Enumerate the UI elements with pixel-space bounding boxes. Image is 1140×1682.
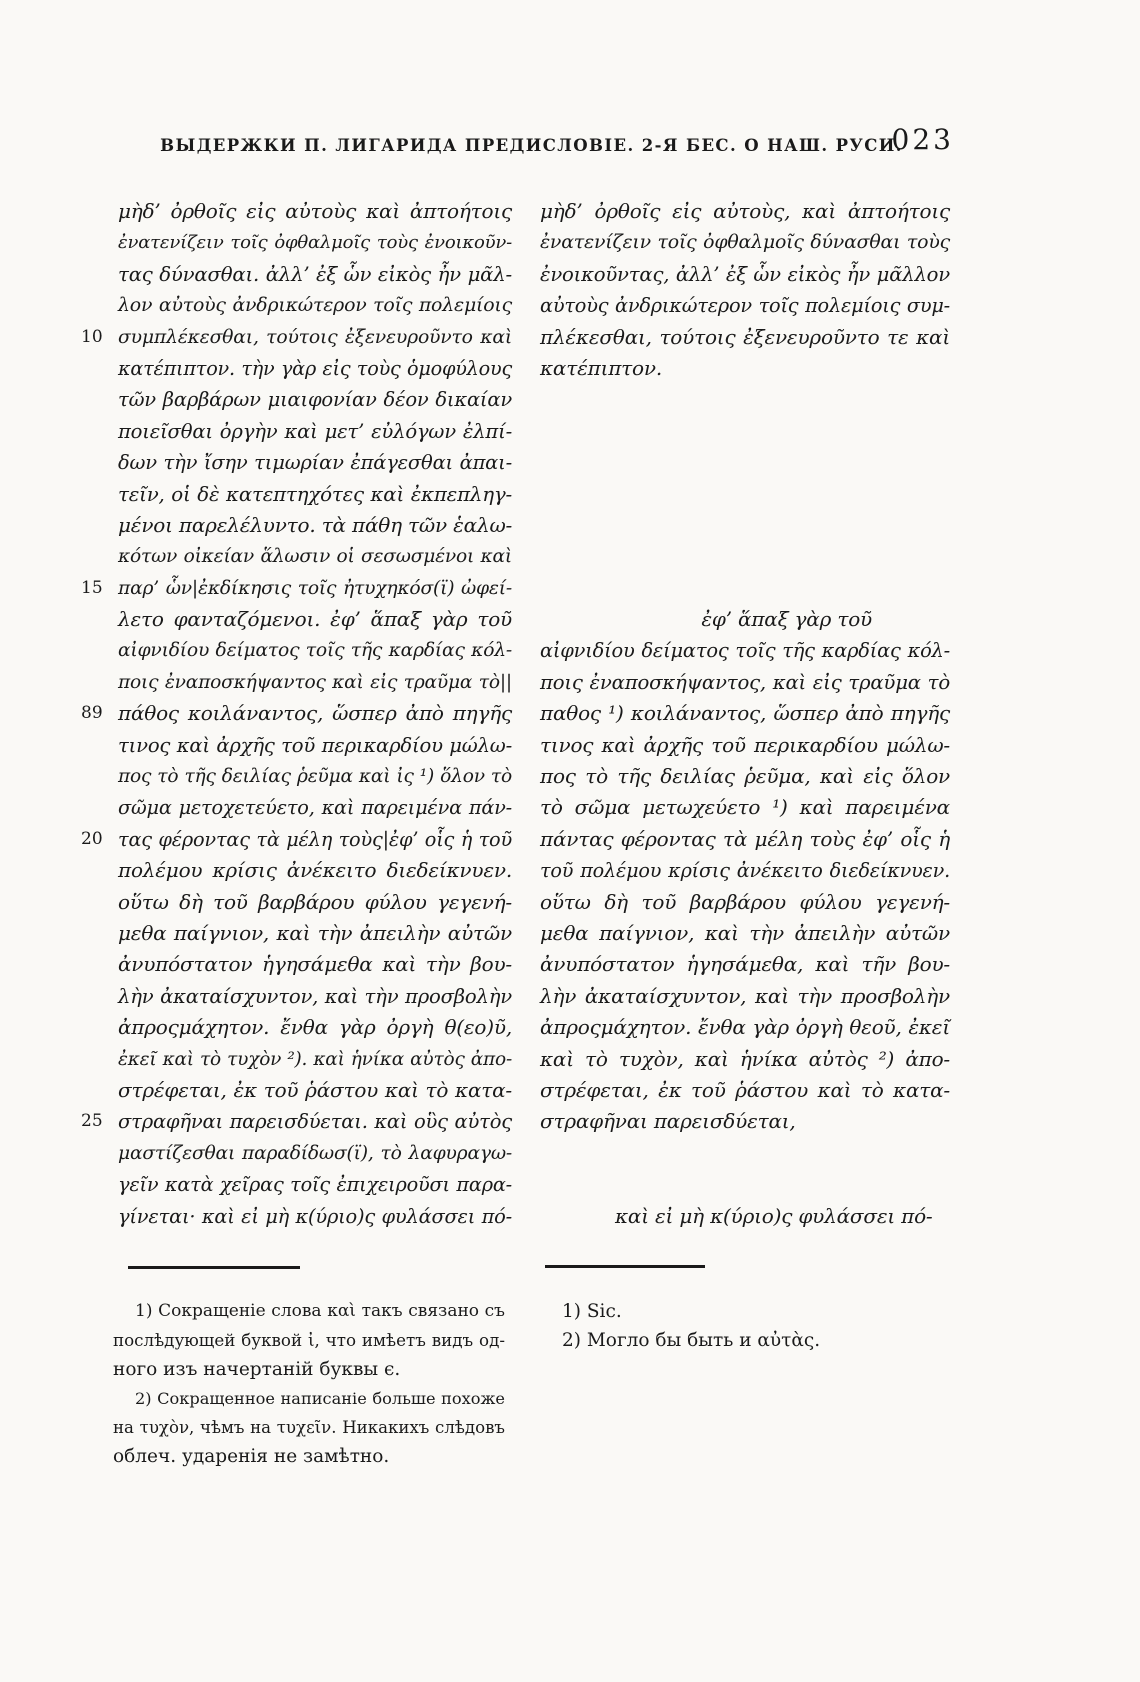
line-text: κότων οἰκείαν ἅλωσιν οἱ σεσωσμένοι καὶ [118, 546, 512, 568]
greek-text-line [540, 1044, 950, 1075]
line-text: καὶ τὸ τυχὸν, καὶ ἡνίκα αὐτὸς ²) ἀπο- [540, 1046, 950, 1071]
line-text: на τυχὸν, чѣмъ на τυχεῖν. Никакихъ слѣдовъ [113, 1418, 505, 1437]
line-text: συμπλέκεσθαι, τούτοις ἐξενευροῦντο καὶ [118, 326, 512, 348]
greek-text-line [540, 698, 950, 729]
line-text: 1) Сокращеніе слова καὶ такъ связано съ [135, 1301, 505, 1321]
line-text: ἐνοικοῦντας, ἀλλ’ ἐξ ὧν εἰκὸς ἦν μᾶλλον [540, 262, 950, 286]
greek-text-line [81, 573, 512, 604]
line-text: πάθος κοιλάναντος, ὥσπερ ἀπὸ πηγῆς [118, 701, 512, 726]
page-number: 023 [891, 123, 954, 156]
greek-text-line [118, 855, 512, 886]
greek-text-line [540, 949, 950, 980]
footnote-line [540, 1326, 940, 1355]
line-text: 2) Могло бы быть и αὐτὰς. [562, 1330, 821, 1351]
blank-line [540, 541, 950, 572]
greek-text-line [81, 824, 512, 855]
line-text: πλέκεσθαι, τούτοις ἐξενευροῦντο τε καὶ [540, 324, 950, 349]
greek-text-column-left [81, 196, 513, 1232]
margin-line-number: 89 [81, 703, 103, 724]
line-text: αἰφνιδίου δείματος τοῖς τῆς καρδίας κόλ- [118, 640, 512, 662]
line-text: μὴδ’ ὀρθοῖς εἰς αὐτοὺς, καὶ ἀπτοήτοις [540, 199, 950, 223]
line-text: μὴδ’ ὀρθοῖς εἰς αὐτοὺς καὶ ἀπτοήτοις [118, 199, 512, 223]
greek-text-line [118, 1138, 512, 1169]
line-text: облеч. ударенія не замѣтно. [113, 1446, 390, 1467]
footnote-line [113, 1384, 505, 1413]
greek-text-line [540, 259, 950, 290]
margin-line-number: 20 [81, 828, 103, 849]
greek-text-line [118, 227, 512, 258]
greek-text-line [118, 604, 512, 635]
greek-text-line [118, 1169, 512, 1200]
greek-text-line [540, 918, 950, 949]
line-text: γίνεται· καὶ εἰ μὴ κ(ύριο)ς φυλάσσει πό- [118, 1204, 512, 1228]
line-text: 1) Sic. [562, 1301, 622, 1322]
blank-line [540, 416, 950, 447]
greek-text-line [540, 227, 950, 258]
greek-text-line [118, 447, 512, 478]
greek-text-line [118, 1044, 512, 1075]
line-text: ποις ἐναποσκήψαντος καὶ εἰς τραῦμα τὸ|| [118, 671, 512, 693]
greek-text-line [540, 290, 950, 321]
greek-text-line [540, 1012, 950, 1043]
line-text: ποιεῖσθαι ὀργὴν καὶ μετ’ εὐλόγων ἐλπί- [118, 419, 512, 443]
greek-text-line [540, 792, 950, 823]
greek-text-line [540, 887, 950, 918]
blank-line [540, 384, 950, 415]
greek-text-line [118, 949, 512, 980]
greek-text-line [540, 635, 950, 666]
blank-line [540, 479, 950, 510]
running-header-title: ВЫДЕРЖКИ П. ЛИГАРИДА ПРЕДИСЛОВІЕ. 2-Я БЕС. О НАШ. РУСИ. [160, 136, 903, 155]
footnote-line [113, 1442, 505, 1471]
line-text: στραφῆναι παρεισδύεται. καὶ οὓς αὐτὸς [118, 1110, 512, 1134]
line-text: ἀπροςμάχητον. ἔνθα γὰρ ὀργὴ θεοῦ, ἐκεῖ [540, 1015, 950, 1040]
greek-text-column-right [540, 196, 950, 1232]
line-text: τας φέροντας τὰ μέλη τοὺς|ἐφ’ οἷς ἡ τοῦ [118, 827, 512, 851]
line-text: λετο φανταζόμενοι. ἐφ’ ἅπαξ γὰρ τοῦ [118, 607, 512, 632]
greek-text-line [81, 698, 512, 729]
greek-text-line [118, 416, 512, 447]
line-text: γεῖν κατὰ χεῖρας τοῖς ἐπιχειροῦσι παρα- [118, 1173, 512, 1197]
greek-text-line [118, 1075, 512, 1106]
greek-text-line [118, 541, 512, 572]
line-text: οὕτω δὴ τοῦ βαρβάρου φύλου γεγενή- [118, 889, 512, 914]
running-header [113, 123, 954, 162]
line-text: σῶμα μετοχετεύετο, καὶ παρειμένα πάν- [118, 796, 512, 820]
greek-text-line [540, 855, 950, 886]
greek-text-line [540, 1106, 950, 1137]
line-text: ἀνυπόστατον ἡγησάμεθα, καὶ τῆν βου- [540, 952, 950, 977]
line-text: πος τὸ τῆς δειλίας ῥεῦμα, καὶ εἰς ὅλον [540, 764, 950, 789]
line-text: ἐφ’ ἅπαξ γὰρ τοῦ [701, 607, 872, 632]
line-text: καὶ εἰ μὴ κ(ύριο)ς φυλάσσει πό- [615, 1203, 933, 1228]
greek-text-line [540, 730, 950, 761]
line-text: κατέπιπτον. τὴν γὰρ εἰς τοὺς ὁμοφύλους [118, 356, 512, 380]
line-text: παθος ¹) κοιλάναντος, ὥσπερ ἀπὸ πηγῆς [540, 701, 950, 726]
footnote-line [113, 1355, 505, 1384]
greek-text-line [540, 196, 950, 227]
line-text: πολέμου κρίσις ἀνέκειτο διεδείκνυεν. [118, 858, 512, 883]
margin-line-number: 25 [81, 1111, 103, 1132]
greek-text-line [540, 1201, 950, 1232]
line-text: λον αὐτοὺς ἀνδρικώτερον τοῖς πολεμίοις [118, 294, 512, 317]
greek-text-line [118, 1201, 512, 1232]
margin-line-number: 15 [81, 577, 103, 598]
line-text: οὕτω δὴ τοῦ βαρβάρου φύλου γεγενή- [540, 889, 950, 914]
line-text: λὴν ἀκαταίσχυντον, καὶ τὴν προσβολὴν [118, 984, 512, 1008]
greek-text-line [118, 353, 512, 384]
greek-text-line [118, 918, 512, 949]
greek-text-line [540, 322, 950, 353]
line-text: στρέφεται, ἐκ τοῦ ῥάστου καὶ τὸ κατα- [118, 1077, 512, 1102]
line-text: τας δύνασθαι. ἀλλ’ ἐξ ὧν εἰκὸς ἦν μᾶλ- [118, 262, 512, 286]
greek-text-line [81, 1106, 512, 1137]
line-text: послѣдующей буквой ἰ, что имѣетъ видъ од- [113, 1330, 505, 1350]
line-text: τεῖν, οἱ δὲ κατεπτηχότες καὶ ἐκπεπληγ- [118, 482, 512, 506]
line-text: μαστίζεσθαι παραδίδωσ(ϊ), τὸ λαφυραγω- [118, 1142, 512, 1164]
blank-line [540, 573, 950, 604]
line-text: στραφῆναι παρεισδύεται, [540, 1109, 796, 1134]
footnotes-right [540, 1297, 940, 1355]
line-text: μεθα παίγνιον, καὶ τὴν ἀπειλὴν αὐτῶν [540, 920, 950, 945]
footnote-separator-rule-right [545, 1265, 705, 1268]
line-text: τὸ σῶμα μετωχεύετο ¹) καὶ παρειμένα [540, 795, 950, 820]
blank-line [540, 447, 950, 478]
footnote-separator-rule-left [128, 1266, 300, 1269]
greek-text-line [118, 887, 512, 918]
greek-text-line [118, 667, 512, 698]
greek-text-line [118, 761, 512, 792]
line-text: παρ’ ὧν|ἐκδίκησις τοῖς ἠτυχηκόσ(ϊ) ὠφεί- [118, 577, 512, 599]
greek-text-line [118, 730, 512, 761]
line-text: τινος καὶ ἀρχῆς τοῦ περικαρδίου μώλω- [540, 732, 950, 757]
greek-text-line [118, 290, 512, 321]
blank-line [540, 1169, 950, 1200]
line-text: ἐκεῖ καὶ τὸ τυχὸν ²). καὶ ἡνίκα αὐτὸς ἀπο- [118, 1048, 512, 1070]
greek-text-line [118, 384, 512, 415]
line-text: 2) Сокращенное написаніе больше похоже [135, 1389, 505, 1408]
greek-text-line [118, 981, 512, 1012]
line-text: ἐνατενίζειν τοῖς ὀφθαλμοῖς τοὺς ἐνοικοῦν- [118, 232, 512, 254]
line-text: πάντας φέροντας τὰ μέλη τοὺς ἐφ’ οἷς ἡ [540, 826, 950, 851]
line-text: τινος καὶ ἀρχῆς τοῦ περικαρδίου μώλω- [118, 733, 512, 757]
line-text: τοῦ πολέμου κρίσις ἀνέκειτο διεδείκνυεν. [540, 859, 950, 883]
line-text: ного изъ начертаній буквы є. [113, 1359, 401, 1380]
greek-text-line [81, 322, 512, 353]
line-text: ἀνυπόστατον ἡγησάμεθα καὶ τὴν βου- [118, 952, 512, 977]
line-text: τῶν βαρβάρων μιαιφονίαν δέον δικαίαν [118, 388, 512, 412]
greek-text-line [118, 792, 512, 823]
line-text: αἰφνιδίου δείματος τοῖς τῆς καρδίας κόλ- [540, 639, 950, 663]
greek-text-line [540, 353, 950, 384]
line-text: πος τὸ τῆς δειλίας ῥεῦμα καὶ ἰς ¹) ὅλον τὸ [118, 766, 512, 788]
line-text: κατέπιπτον. [540, 355, 662, 380]
blank-line [540, 510, 950, 541]
footnote-line [540, 1297, 940, 1326]
footnote-line [113, 1297, 505, 1326]
blank-line [540, 1138, 950, 1169]
margin-line-number: 10 [81, 326, 103, 347]
line-text: ἐνατενίζειν τοῖς ὀφθαλμοῖς δύνασθαι τοὺς [540, 231, 950, 254]
line-text: ἀπροςμάχητον. ἔνθα γὰρ ὀργὴ θ(εο)ῦ, [118, 1015, 512, 1040]
line-text: αὐτοὺς ἀνδρικώτερον τοῖς πολεμίοις συμ- [540, 294, 950, 318]
greek-text-line [118, 510, 512, 541]
greek-text-line [118, 479, 512, 510]
greek-text-line [118, 259, 512, 290]
line-text: μεθα παίγνιον, καὶ τὴν ἀπειλὴν αὐτῶν [118, 920, 512, 945]
line-text: ποις ἐναποσκήψαντος, καὶ εἰς τραῦμα τὸ [540, 670, 950, 694]
footnote-line [113, 1326, 505, 1355]
greek-text-line [118, 1012, 512, 1043]
greek-text-line [540, 1075, 950, 1106]
greek-text-line [540, 761, 950, 792]
greek-text-line [118, 635, 512, 666]
footnotes-left [113, 1297, 505, 1471]
footnote-line [113, 1413, 505, 1442]
greek-text-line [118, 196, 512, 227]
greek-text-line [540, 981, 950, 1012]
greek-text-line [540, 667, 950, 698]
line-text: λὴν ἀκαταίσχυντον, καὶ τὴν προσβολὴν [540, 983, 950, 1008]
greek-text-line [540, 824, 950, 855]
line-text: δων τὴν ἴσην τιμωρίαν ἐπάγεσθαι ἀπαι- [118, 451, 512, 475]
line-text: μένοι παρελέλυντο. τὰ πάθη τῶν ἑαλω- [118, 512, 513, 537]
greek-text-line [540, 604, 950, 635]
line-text: στρέφεται, ἐκ τοῦ ῥάστου καὶ τὸ κατα- [540, 1077, 950, 1102]
